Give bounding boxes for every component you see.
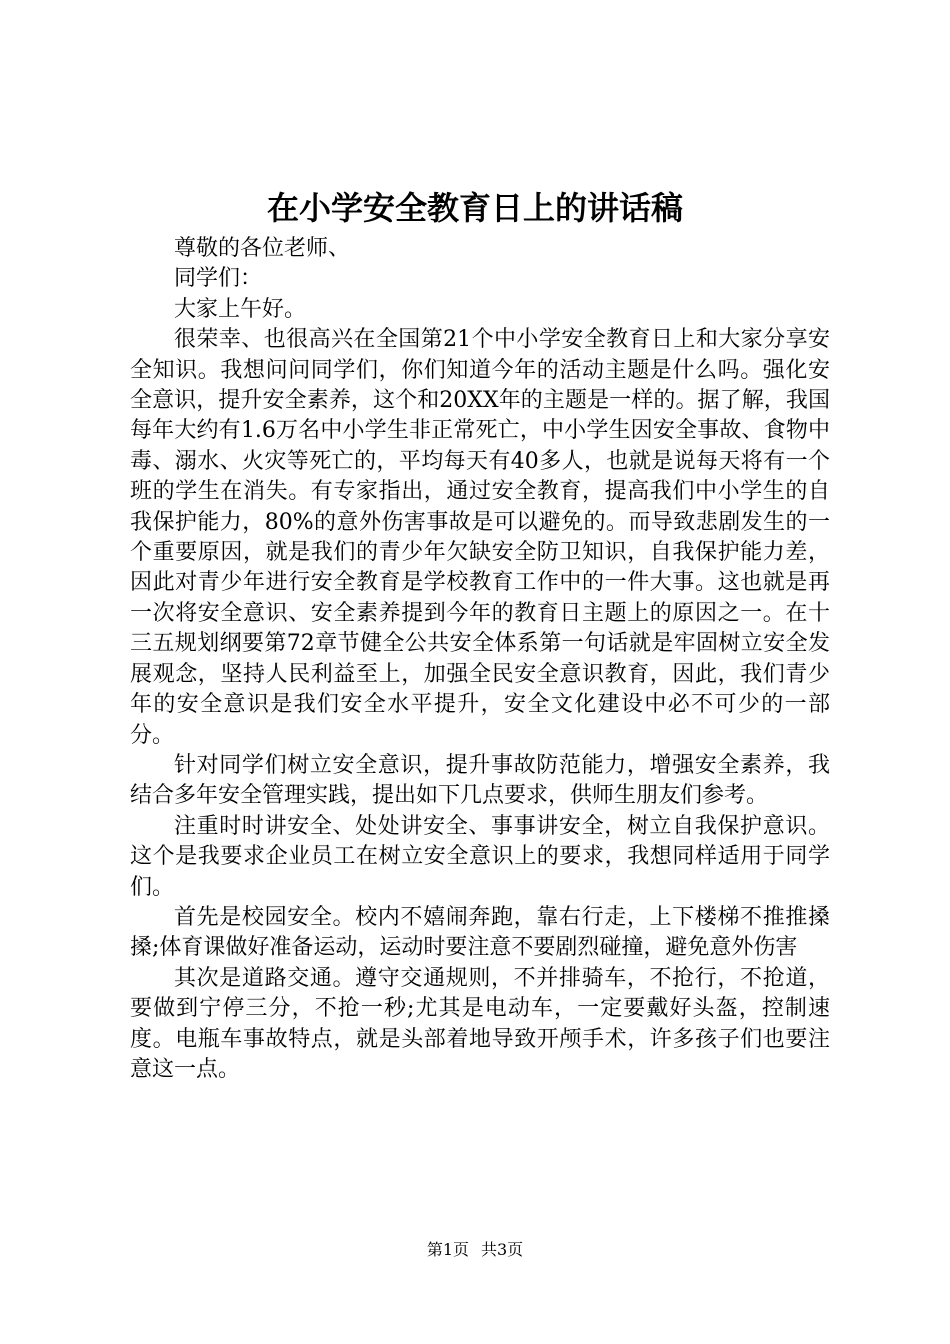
salutation-line-2: 同学们： xyxy=(174,266,263,292)
page-total: 共3页 xyxy=(481,1240,524,1259)
paragraph-campus-safety: 首先是校园安全。校内不嬉闹奔跑，靠右行走，上下楼梯不推推搡搡;体育课做好准备运动，运动时要注意不要剧烈碰撞，避免意外伤害 xyxy=(130,904,830,961)
paragraph-traffic-safety: 其次是道路交通。遵守交通规则，不并排骑车，不抢行，不抢道，要做到宁停三分，不抢一秒;尤其是电动车，一定要戴好头盔，控制速度。电瓶车事故特点，就是头部着地导致开颅手术，许多孩子们也要注意这一点。 xyxy=(130,965,830,1082)
paragraph-requirements: 针对同学们树立安全意识，提升事故防范能力，增强安全素养，我结合多年安全管理实践，提出如下几点要求，供师生朋友们参考。 xyxy=(130,752,830,809)
document-body xyxy=(130,234,830,1085)
salutation-line-1: 尊敬的各位老师、 xyxy=(174,236,351,261)
paragraph-intro: 很荣幸、也很高兴在全国第21个中小学安全教育日上和大家分享安全知识。我想问问同学们，你们知道今年的活动主题是什么吗。强化安全意识，提升安全素养，这个和20XX年的主题是一样的。据了解，我国每年大约有1.6万名中小学生非正常死亡，中小学生因安全事故、食物中毒、溺水、火灾等死亡的，平均每天有40多人，也就是说每天将有一个班的学生在消失。有专家指出，通过安全教育，提高我们中小学生的自我保护能力，80%的意外伤害事故是可以避免的。而导致悲剧发生的一个重要原因，就是我们的青少年欠缺安全防卫知识，自我保护能力差，因此对青少年进行安全教育是学校教育工作中的一件大事。这也就是再一次将安全意识、安全素养提到今年的教育日主题上的原因之一。在十三五规划纲要第72章节健全公共安全体系第一句话就是牢固树立安全发展观念，坚持人民利益至上，加强全民安全意识教育，因此，我们青少年的安全意识是我们安全水平提升，安全文化建设中必不可少的一部分。 xyxy=(130,327,830,748)
greeting: 大家上午好。 xyxy=(174,296,307,322)
page-number: 第1页 xyxy=(426,1240,469,1259)
document-title: 在小学安全教育日上的讲话稿 xyxy=(266,189,683,227)
paragraph-awareness: 注重时时讲安全、处处讲安全、事事讲安全，树立自我保护意识。这个是我要求企业员工在树立安全意识上的要求，我想同样适用于同学们。 xyxy=(130,813,830,900)
page-footer xyxy=(0,1238,950,1262)
